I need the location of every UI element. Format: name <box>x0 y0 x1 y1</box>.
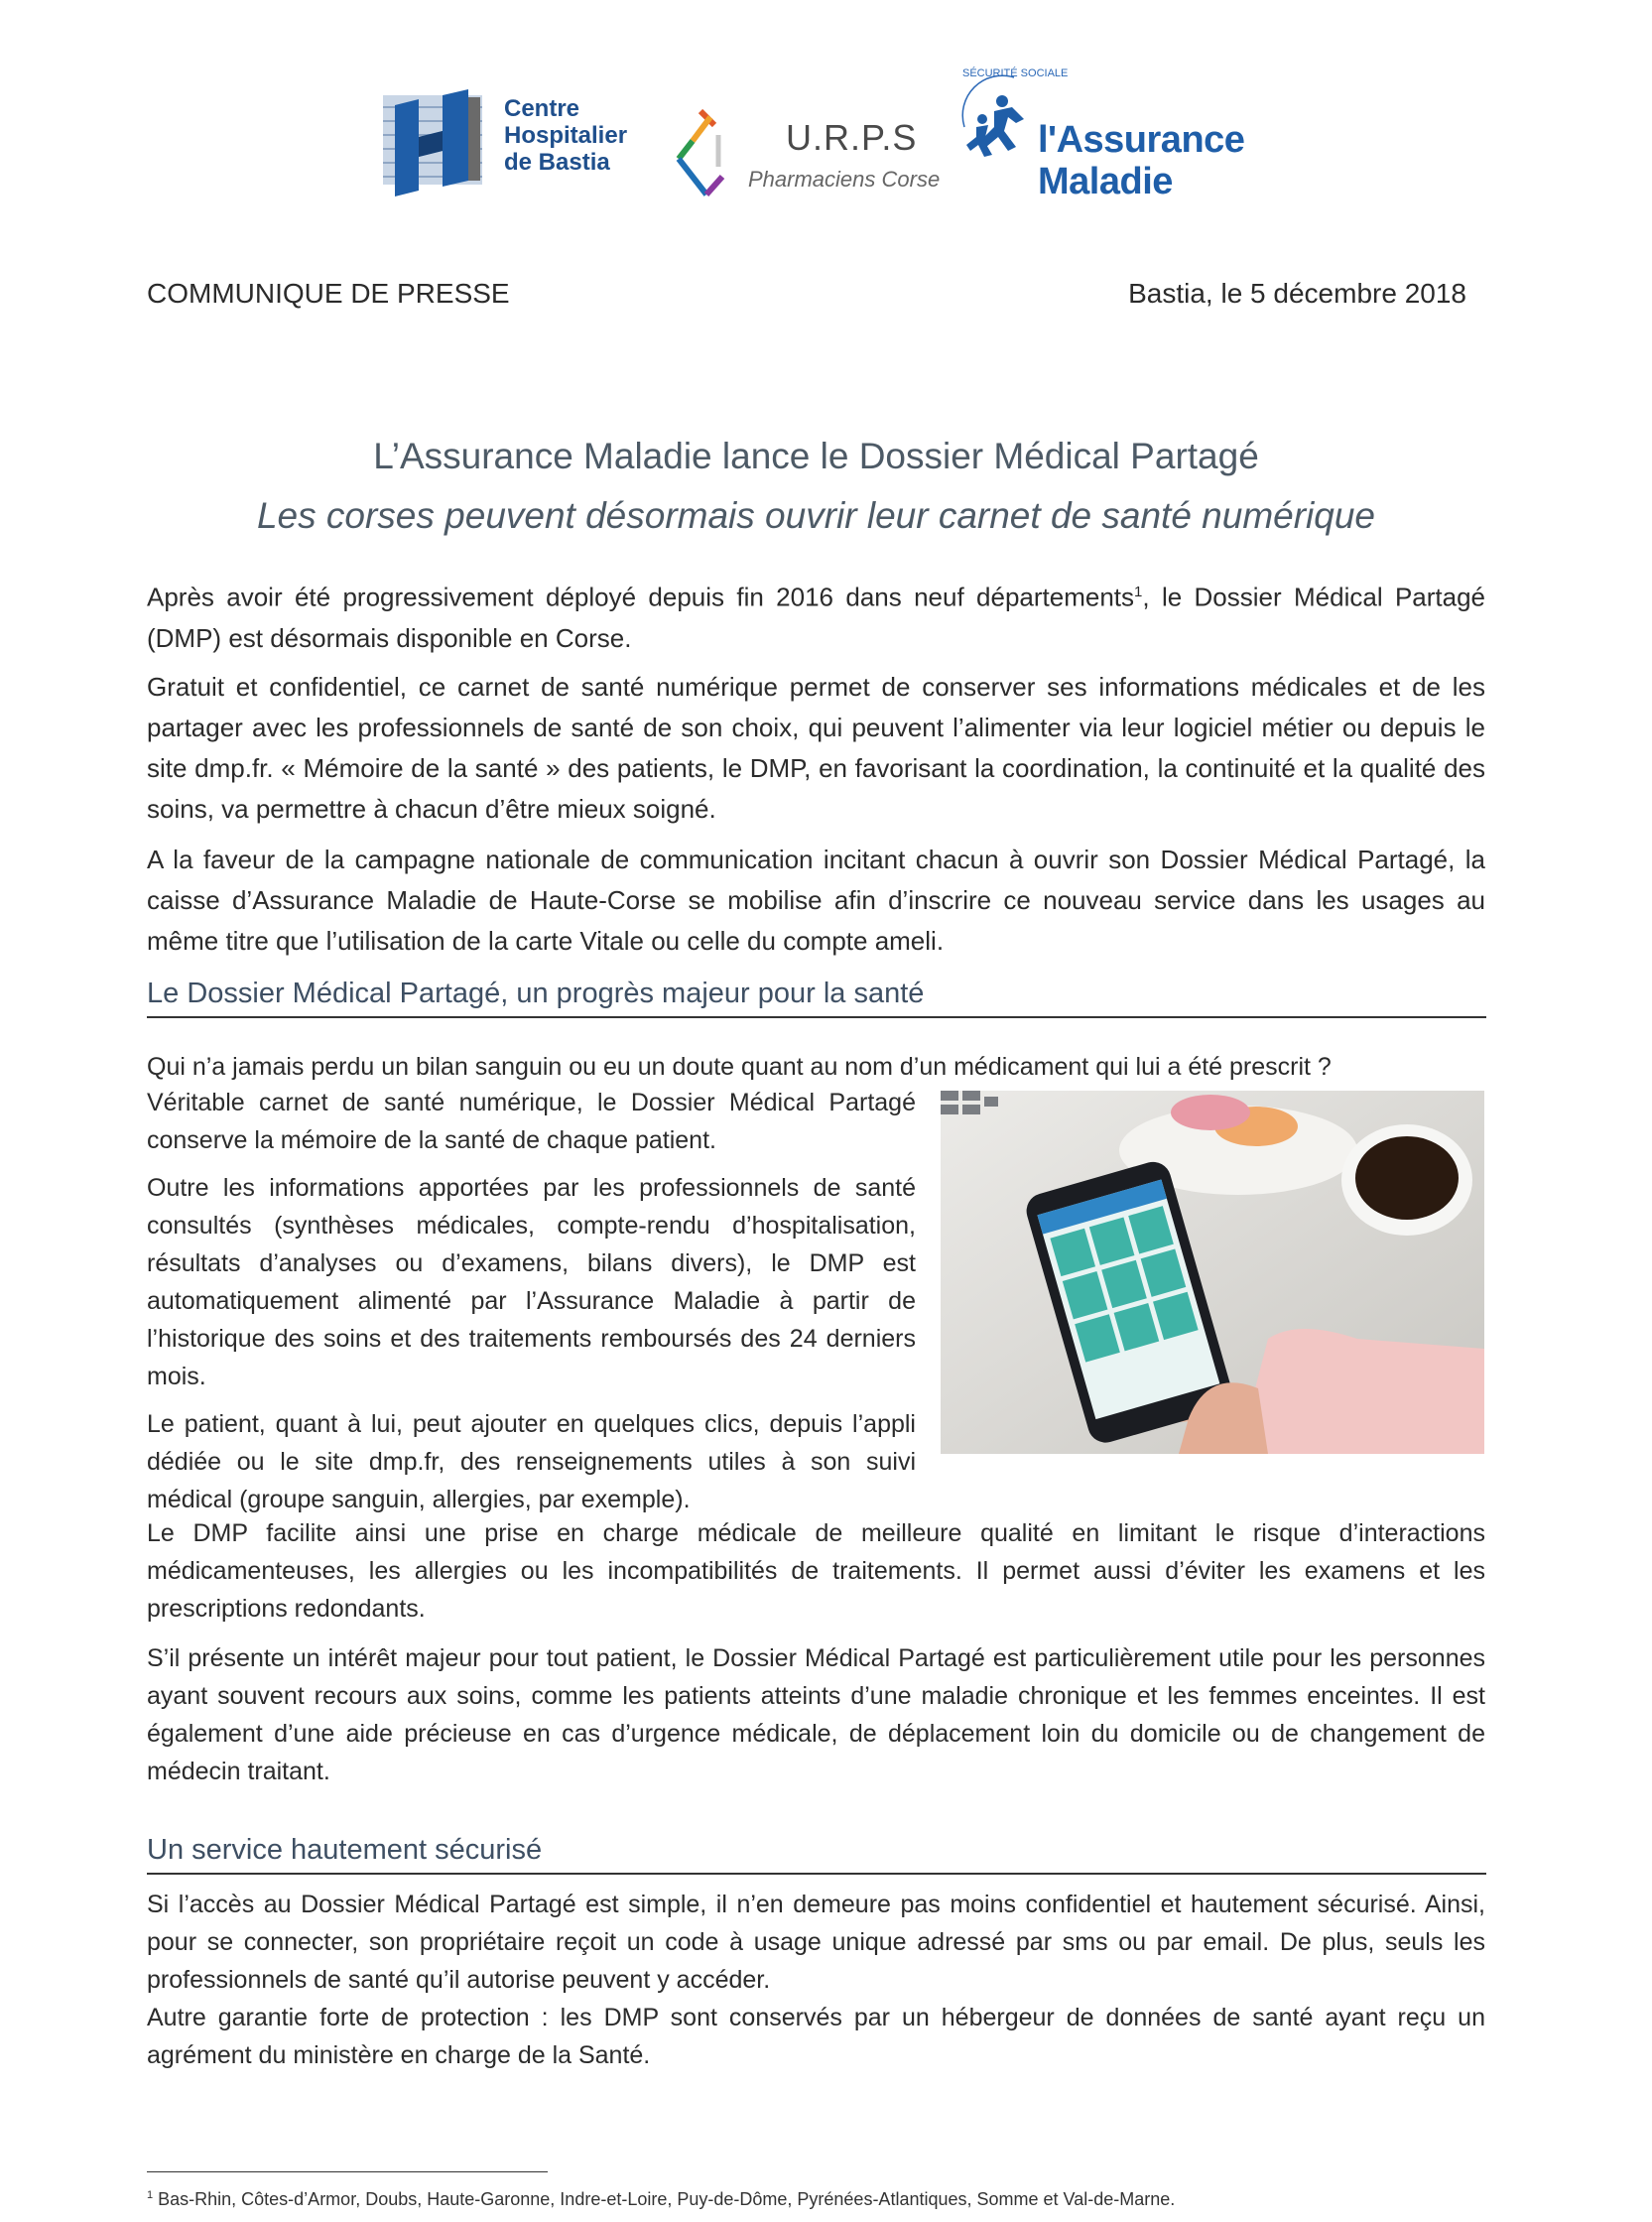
section1-full-paragraph-1: Le DMP facilite ainsi une prise en charge médicale de meilleure qualité en limitant le risque d’interactions médicamenteuses, les allergies ou les incompatibilités de traitements. Il permet aussi d’éviter les examens et les prescriptions redondants. <box>147 1519 1485 1623</box>
section1-question: Qui n’a jamais perdu un bilan sanguin ou eu un doute quant au nom d’un médicament qui lui a été prescrit ? <box>147 1053 1332 1081</box>
section2-paragraph-1: Si l’accès au Dossier Médical Partagé est simple, il n’en demeure pas moins confidentiel et hautement sécurisé. Ainsi, pour se connecter, son propriétaire reçoit un code à usage unique adressé par sms ou par email. De plus, seuls les professionnels de santé qu’il autorise peuvent y accéder. <box>147 1891 1485 1994</box>
urps-logo <box>671 107 968 206</box>
am-arc-text: SÉCURITÉ SOCIALE <box>962 67 1069 79</box>
footnote <box>147 2189 1476 2210</box>
chb-line3: de Bastia <box>504 149 610 176</box>
am-line1: l'Assurance <box>1038 119 1245 161</box>
footnote-marker: 1 <box>147 2189 154 2201</box>
footnote-ref: 1 <box>1134 584 1143 600</box>
smartphone-photo <box>941 1091 1484 1454</box>
urps-diamond-icon <box>671 107 742 206</box>
assurance-maladie-figures-icon <box>954 67 1044 177</box>
section2-heading: Un service hautement sécurisé <box>147 1834 1486 1875</box>
urps-subtitle: Pharmaciens Corse <box>748 167 941 192</box>
assurance-maladie-logo <box>954 67 1272 216</box>
doc-date: Bastia, le 5 décembre 2018 <box>1128 278 1466 309</box>
title-line1: L’Assurance Maladie lance le Dossier Médical Partagé <box>373 436 1259 476</box>
am-line2: Maladie <box>1038 161 1173 202</box>
chb-line1: Centre <box>504 95 580 122</box>
section1-col-paragraph-3: Le patient, quant à lui, peut ajouter en quelques clics, depuis l’appli dédiée ou le site dmp.fr, des renseignements utiles à son suivi médical (groupe sanguin, allergies, par exemple). <box>147 1410 916 1513</box>
section2-paragraph-2: Autre garantie forte de protection : les DMP sont conservés par un hébergeur de données de santé ayant reçu un agrément du ministère en charge de la Santé. <box>147 2004 1485 2069</box>
chb-building-icon <box>377 77 501 196</box>
section1-col-paragraph-1: Véritable carnet de santé numérique, le Dossier Médical Partagé conserve la mémoire de la santé de chaque patient. <box>147 1089 916 1154</box>
chb-logo <box>377 77 665 196</box>
doc-type: COMMUNIQUE DE PRESSE <box>147 278 510 309</box>
title-line2: Les corses peuvent désormais ouvrir leur carnet de santé numérique <box>256 495 1376 536</box>
urps-title: U.R.P.S <box>786 117 918 158</box>
page-title <box>147 427 1485 546</box>
footnote-text: Bas-Rhin, Côtes-d’Armor, Doubs, Haute-Garonne, Indre-et-Loire, Puy-de-Dôme, Pyrénées-Atlantiques, Somme et Val-de-Marne. <box>153 2189 1176 2209</box>
chb-line2: Hospitalier <box>504 122 628 149</box>
section1-full-paragraph-2: S’il présente un intérêt majeur pour tout patient, le Dossier Médical Partagé est particulièrement utile pour les personnes ayant souvent recours aux soins, comme les patients atteints d’une maladie chronique et les femmes enceintes. Il est également d’une aide précieuse en cas d’urgence médicale, de déplacement loin du domicile ou de changement de médecin traitant. <box>147 1644 1485 1785</box>
section1-col-paragraph-2: Outre les informations apportées par les professionnels de santé consultés (synthèses médicales, compte-rendu d’hospitalisation, résultats d’analyses ou d’examens, bilans divers), le DMP est automatiquement alimenté par l’Assurance Maladie à partir de l’historique des soins et des traitements remboursés des 24 derniers mois. <box>147 1174 916 1390</box>
footnote-rule <box>147 2171 548 2172</box>
section2-body <box>147 1886 1485 2074</box>
intro-paragraph-3: A la faveur de la campagne nationale de communication incitant chacun à ouvrir son Dossier Médical Partagé, la caisse d’Assurance Maladie de Haute-Corse se mobilise afin d’inscrire ce nouveau service dans les usages au même titre que l’utilisation de la carte Vitale ou celle du compte ameli. <box>147 844 1485 956</box>
section1-column <box>147 1084 916 1528</box>
intro-paragraph-2: Gratuit et confidentiel, ce carnet de santé numérique permet de conserver ses informations médicales et de les partager avec les professionnels de santé de son choix, qui peuvent l’alimenter via leur logiciel métier ou depuis le site dmp.fr. « Mémoire de la santé » des patients, le DMP, en favorisant la coordination, la continuité et la qualité des soins, va permettre à chacun d’être mieux soigné. <box>147 671 1485 824</box>
section1-heading: Le Dossier Médical Partagé, un progrès majeur pour la santé <box>147 978 1486 1018</box>
section1-full-width <box>147 1514 1485 1802</box>
intro-paragraph-1: Après avoir été progressivement déployé depuis fin 2016 dans neuf départements$^1$, le Dossier Médical Partagé (DMP) est désormais disponible en Corse. <box>147 582 1486 653</box>
intro-section <box>147 572 1485 970</box>
